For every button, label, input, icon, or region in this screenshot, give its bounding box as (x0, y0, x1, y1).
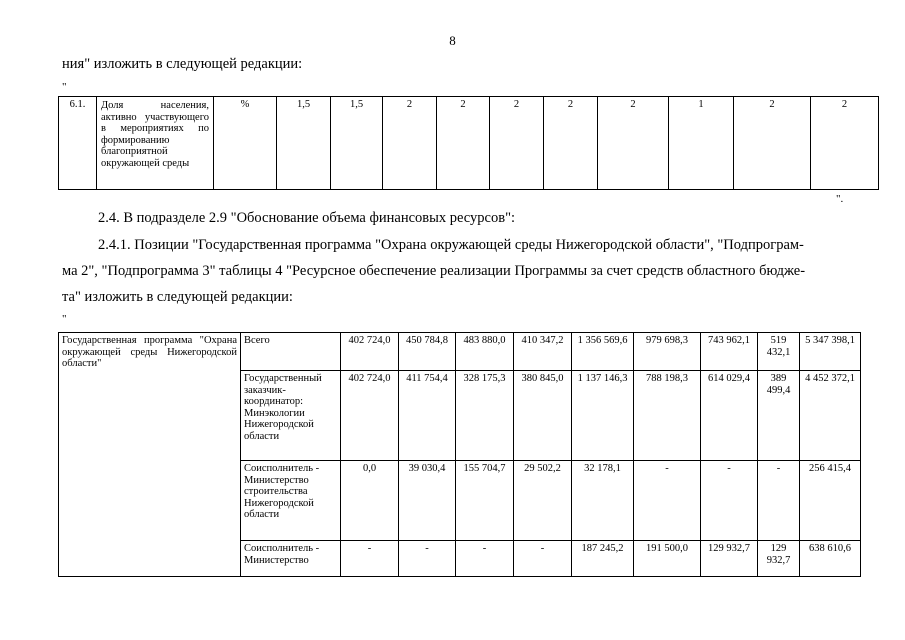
section-2-4-1-line-2: ма 2", "Подпрограмма 3" таблицы 4 "Ресурсное обеспечение реализации Программы за счет средств областного бюдже- (62, 263, 806, 279)
value-cell: 638 610,6 (800, 541, 861, 577)
program-name: Государственная программа "Охрана окружающей среды Нижегородской области" (59, 333, 241, 577)
value-cell: 2 (734, 97, 811, 190)
section-2-4-1-line-1: 2.4.1. Позиции "Государственная программа "Охрана окружающей среды Нижегородской области", "Подпрограм- (98, 237, 804, 253)
value-cell: 2 (437, 97, 490, 190)
table-row (59, 333, 861, 371)
open-quote-1: " (62, 81, 67, 93)
value-cell: 1,5 (277, 97, 331, 190)
unit-cell: % (214, 97, 277, 190)
value-cell: 402 724,0 (341, 333, 399, 371)
section-2-4: 2.4. В подразделе 2.9 "Обоснование объема финансовых ресурсов": (98, 210, 516, 226)
value-cell: 0,0 (341, 461, 399, 541)
value-cell: 129 932,7 (758, 541, 800, 577)
value-cell: 979 698,3 (634, 333, 701, 371)
value-cell: 1 (669, 97, 734, 190)
indicator-name: Доля населения, активно участвующего в мероприятиях по формированию благоприятной окружающей среды (97, 97, 214, 190)
value-cell: 1 356 569,6 (572, 333, 634, 371)
value-cell: 256 415,4 (800, 461, 861, 541)
value-cell: 380 845,0 (514, 371, 572, 461)
value-cell: 129 932,7 (701, 541, 758, 577)
value-cell: 2 (598, 97, 669, 190)
indicator-table (58, 96, 879, 190)
value-cell: 1,5 (331, 97, 383, 190)
value-cell: 743 962,1 (701, 333, 758, 371)
value-cell: 2 (811, 97, 879, 190)
value-cell: 4 452 372,1 (800, 371, 861, 461)
value-cell: 450 784,8 (399, 333, 456, 371)
value-cell: 402 724,0 (341, 371, 399, 461)
row-number: 6.1. (59, 97, 97, 190)
value-cell: 519 432,1 (758, 333, 800, 371)
value-cell: - (399, 541, 456, 577)
value-cell: 483 880,0 (456, 333, 514, 371)
section-2-4-1-line-3: та" изложить в следующей редакции: (62, 289, 293, 305)
value-cell: 1 137 146,3 (572, 371, 634, 461)
value-cell: 410 347,2 (514, 333, 572, 371)
value-cell: 389 499,4 (758, 371, 800, 461)
value-cell: 788 198,3 (634, 371, 701, 461)
intro-line: ния" изложить в следующей редакции: (62, 56, 303, 72)
value-cell: - (634, 461, 701, 541)
value-cell: 2 (490, 97, 544, 190)
value-cell: - (341, 541, 399, 577)
close-quote: ". (836, 193, 844, 205)
resource-table (58, 332, 861, 577)
value-cell: 39 030,4 (399, 461, 456, 541)
role-cell: Соисполнитель - Министерство (241, 541, 341, 577)
value-cell: 29 502,2 (514, 461, 572, 541)
value-cell: 187 245,2 (572, 541, 634, 577)
value-cell: 5 347 398,1 (800, 333, 861, 371)
value-cell: - (701, 461, 758, 541)
value-cell: 191 500,0 (634, 541, 701, 577)
table-row (59, 97, 879, 190)
page-number: 8 (449, 33, 456, 48)
value-cell: 155 704,7 (456, 461, 514, 541)
open-quote-2: " (62, 313, 67, 325)
value-cell: - (514, 541, 572, 577)
role-cell: Соисполнитель - Министерство строительства Нижегородской области (241, 461, 341, 541)
value-cell: - (456, 541, 514, 577)
value-cell: 411 754,4 (399, 371, 456, 461)
value-cell: 32 178,1 (572, 461, 634, 541)
role-cell: Государственный заказчик-координатор: Минэкологии Нижегородской области (241, 371, 341, 461)
value-cell: 328 175,3 (456, 371, 514, 461)
value-cell: - (758, 461, 800, 541)
value-cell: 2 (544, 97, 598, 190)
role-cell: Всего (241, 333, 341, 371)
value-cell: 2 (383, 97, 437, 190)
value-cell: 614 029,4 (701, 371, 758, 461)
